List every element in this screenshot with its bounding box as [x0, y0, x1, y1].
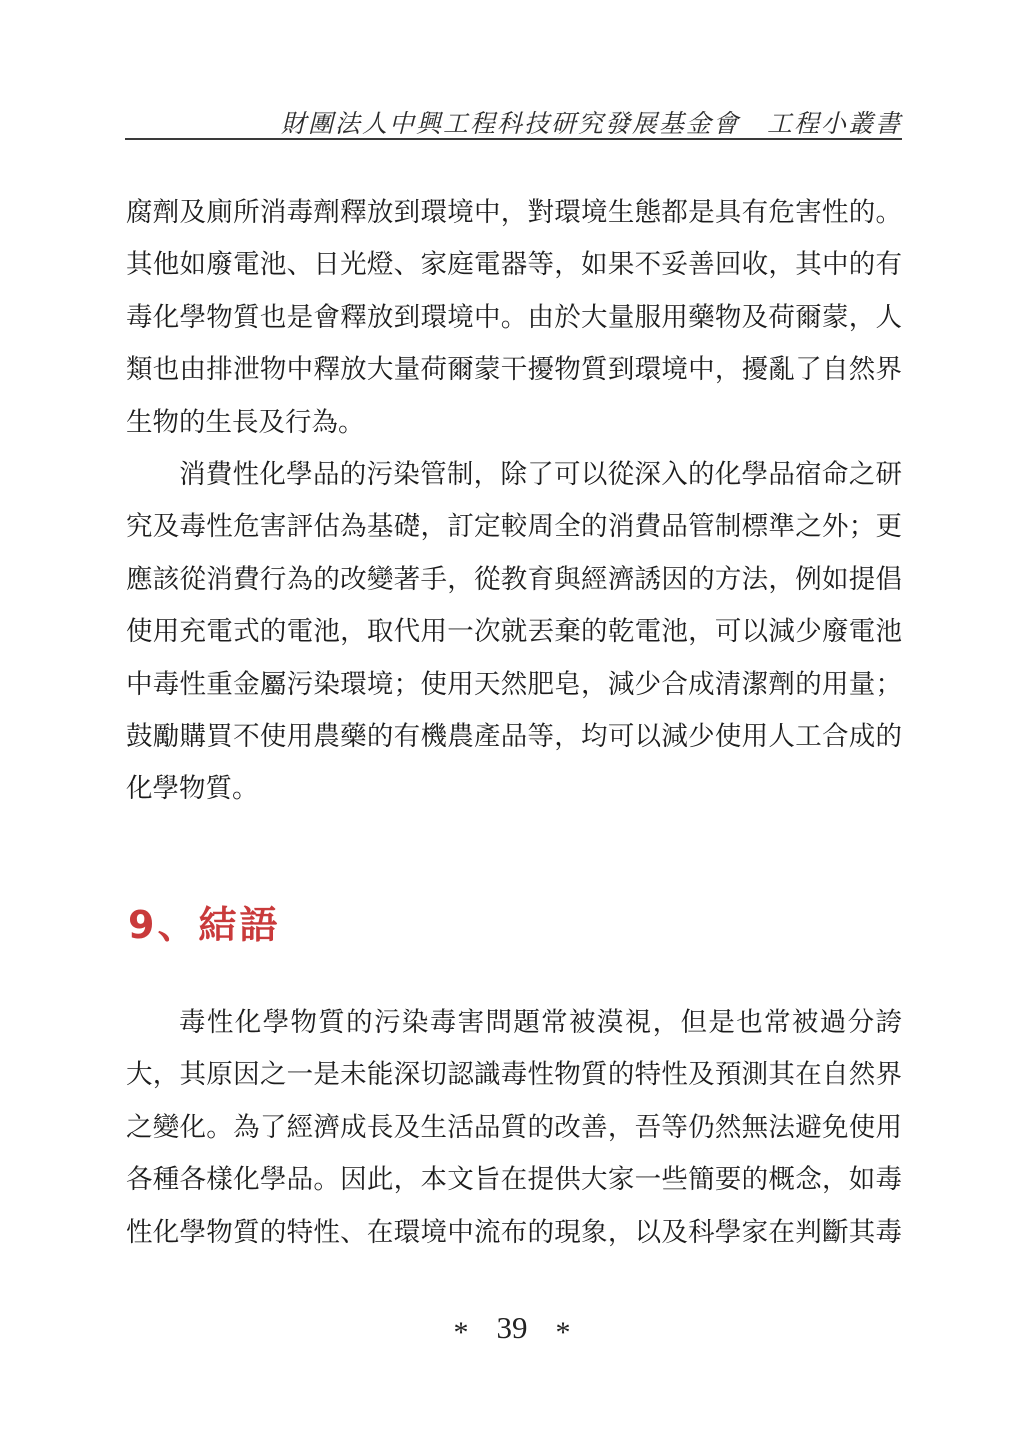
footer-asterisk-left: *: [453, 1316, 469, 1349]
body-line: 究及毒性危害評估為基礎，訂定較周全的消費品管制標準之外；更: [126, 511, 902, 542]
body-line: 化學物質。: [126, 773, 259, 804]
body-line: 鼓勵購買不使用農藥的有機農產品等，均可以減少使用人工合成的: [126, 720, 902, 751]
body-line: 中毒性重金屬污染環境；使用天然肥皂，減少合成清潔劑的用量；: [126, 668, 902, 699]
body-line: 生物的生長及行為。: [126, 406, 365, 437]
header-running-title: 財團法人中興工程科技研究發展基金會 工程小叢書: [280, 111, 902, 138]
body-line: 毒化學物質也是會釋放到環境中。由於大量服用藥物及荷爾蒙，人: [126, 301, 902, 332]
body-text-block-2: [126, 996, 902, 1258]
section-heading-conclusion: 9、結語: [128, 903, 281, 947]
body-line: 大，其原因之一是未能深切認識毒性物質的特性及預測其在自然界: [126, 1059, 902, 1090]
body-text-block-1: [126, 186, 902, 815]
body-line: 使用充電式的電池，取代用一次就丟棄的乾電池，可以減少廢電池: [126, 616, 902, 647]
body-line: 其他如廢電池、日光燈、家庭電器等，如果不妥善回收，其中的有: [126, 249, 902, 280]
body-line: 類也由排泄物中釋放大量荷爾蒙干擾物質到環境中，擾亂了自然界: [126, 354, 902, 385]
body-line: 腐劑及廁所消毒劑釋放到環境中，對環境生態都是具有危害性的。: [126, 197, 902, 227]
page-number: 39: [496, 1310, 528, 1345]
body-line: 毒性化學物質的污染毒害問題常被漠視，但是也常被過分誇: [179, 1007, 902, 1037]
body-line: 各種各樣化學品。因此，本文旨在提供大家一些簡要的概念，如毒: [126, 1164, 902, 1195]
body-line: 之變化。為了經濟成長及生活品質的改善，吾等仍然無法避免使用: [126, 1111, 902, 1142]
page-footer: [0, 1310, 1024, 1349]
body-line: 消費性化學品的污染管制，除了可以從深入的化學品宿命之研: [179, 458, 902, 489]
footer-asterisk-right: *: [555, 1316, 571, 1349]
header-rule: [125, 138, 902, 140]
body-line: 應該從消費行為的改變著手，從教育與經濟誘因的方法，例如提倡: [126, 563, 902, 594]
body-line: 性化學物質的特性、在環境中流布的現象，以及科學家在判斷其毒: [126, 1216, 902, 1247]
